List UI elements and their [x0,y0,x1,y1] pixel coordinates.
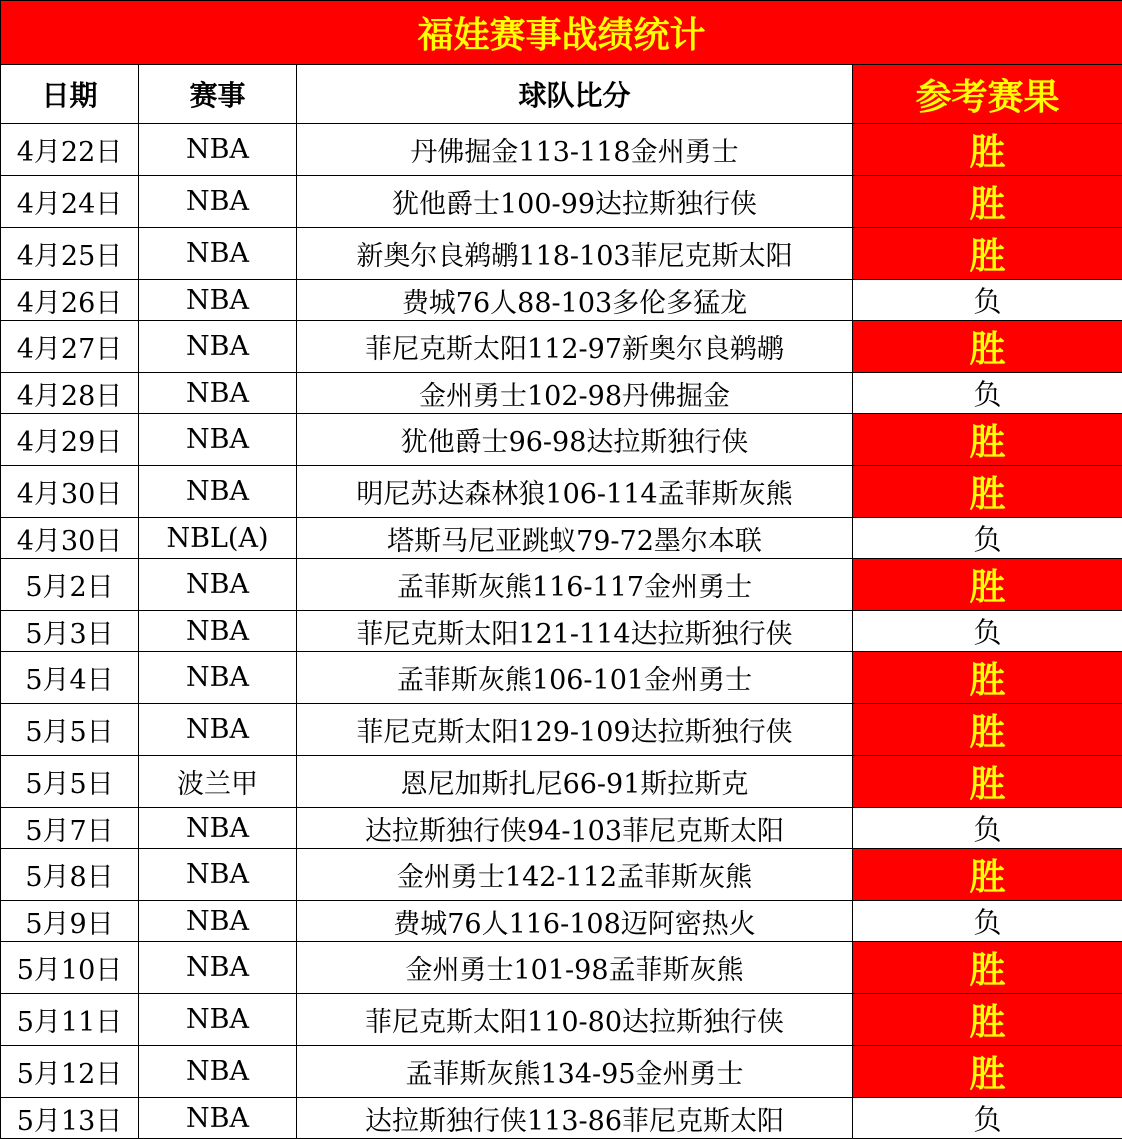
score-cell: 恩尼加斯扎尼66-91斯拉斯克 [297,756,853,808]
event-cell: NBL(A) [139,518,297,559]
table-body [1,124,1122,1139]
date-cell: 5月13日 [1,1098,139,1139]
header-row [1,65,1122,124]
table-row [1,518,1122,559]
score-cell: 孟菲斯灰熊106-101金州勇士 [297,652,853,704]
event-cell: NBA [139,1046,297,1098]
event-cell: NBA [139,280,297,321]
event-cell: NBA [139,994,297,1046]
table-row [1,704,1122,756]
title-row [1,1,1122,65]
score-cell: 金州勇士102-98丹佛掘金 [297,373,853,414]
event-cell: NBA [139,611,297,652]
table-row [1,652,1122,704]
score-cell: 明尼苏达森林狼106-114孟菲斯灰熊 [297,466,853,518]
table-row [1,994,1122,1046]
table-row [1,321,1122,373]
event-cell: NBA [139,124,297,176]
date-cell: 4月24日 [1,176,139,228]
event-cell: NBA [139,652,297,704]
score-cell: 塔斯马尼亚跳蚁79-72墨尔本联 [297,518,853,559]
table-row [1,611,1122,652]
result-cell: 负 [853,518,1122,559]
score-cell: 菲尼克斯太阳129-109达拉斯独行侠 [297,704,853,756]
event-cell: NBA [139,321,297,373]
table-row [1,280,1122,321]
date-cell: 4月30日 [1,466,139,518]
event-cell: NBA [139,466,297,518]
table-row [1,1046,1122,1098]
date-cell: 5月5日 [1,756,139,808]
result-cell: 负 [853,280,1122,321]
table-row [1,414,1122,466]
date-cell: 4月30日 [1,518,139,559]
result-cell: 胜 [853,559,1122,611]
event-cell: NBA [139,704,297,756]
table-row [1,124,1122,176]
table-row [1,466,1122,518]
table-row [1,942,1122,994]
result-cell: 负 [853,373,1122,414]
event-cell: NBA [139,849,297,901]
score-cell: 费城76人88-103多伦多猛龙 [297,280,853,321]
result-cell: 胜 [853,756,1122,808]
date-cell: 5月4日 [1,652,139,704]
score-cell: 费城76人116-108迈阿密热火 [297,901,853,942]
result-cell: 胜 [853,652,1122,704]
score-cell: 菲尼克斯太阳110-80达拉斯独行侠 [297,994,853,1046]
result-cell: 负 [853,808,1122,849]
result-cell: 负 [853,1098,1122,1139]
score-cell: 犹他爵士96-98达拉斯独行侠 [297,414,853,466]
event-cell: NBA [139,901,297,942]
table-row [1,849,1122,901]
date-cell: 5月12日 [1,1046,139,1098]
table-row [1,228,1122,280]
score-cell: 孟菲斯灰熊134-95金州勇士 [297,1046,853,1098]
result-cell: 胜 [853,942,1122,994]
date-cell: 4月28日 [1,373,139,414]
result-cell: 负 [853,901,1122,942]
column-header-result: 参考赛果 [853,65,1122,124]
score-cell: 新奥尔良鹈鹕118-103菲尼克斯太阳 [297,228,853,280]
score-cell: 达拉斯独行侠94-103菲尼克斯太阳 [297,808,853,849]
score-cell: 菲尼克斯太阳121-114达拉斯独行侠 [297,611,853,652]
result-cell: 胜 [853,176,1122,228]
table-row [1,559,1122,611]
date-cell: 5月5日 [1,704,139,756]
score-cell: 犹他爵士100-99达拉斯独行侠 [297,176,853,228]
score-cell: 金州勇士101-98孟菲斯灰熊 [297,942,853,994]
event-cell: NBA [139,414,297,466]
score-cell: 菲尼克斯太阳112-97新奥尔良鹈鹕 [297,321,853,373]
table-row [1,901,1122,942]
event-cell: 波兰甲 [139,756,297,808]
result-cell: 胜 [853,321,1122,373]
result-cell: 胜 [853,1046,1122,1098]
date-cell: 5月10日 [1,942,139,994]
score-cell: 孟菲斯灰熊116-117金州勇士 [297,559,853,611]
result-cell: 胜 [853,849,1122,901]
score-cell: 达拉斯独行侠113-86菲尼克斯太阳 [297,1098,853,1139]
event-cell: NBA [139,559,297,611]
result-cell: 胜 [853,704,1122,756]
column-header-score: 球队比分 [297,65,853,124]
date-cell: 4月27日 [1,321,139,373]
table-row [1,756,1122,808]
date-cell: 4月26日 [1,280,139,321]
table-row [1,176,1122,228]
date-cell: 4月25日 [1,228,139,280]
score-cell: 丹佛掘金113-118金州勇士 [297,124,853,176]
result-cell: 胜 [853,414,1122,466]
event-cell: NBA [139,228,297,280]
result-cell: 胜 [853,466,1122,518]
table-row [1,808,1122,849]
event-cell: NBA [139,1098,297,1139]
event-cell: NBA [139,808,297,849]
date-cell: 5月3日 [1,611,139,652]
date-cell: 5月7日 [1,808,139,849]
date-cell: 4月29日 [1,414,139,466]
date-cell: 5月11日 [1,994,139,1046]
result-cell: 胜 [853,228,1122,280]
column-header-date: 日期 [1,65,139,124]
table-row [1,373,1122,414]
event-cell: NBA [139,176,297,228]
date-cell: 5月9日 [1,901,139,942]
table-title: 福娃赛事战绩统计 [1,1,1122,65]
date-cell: 5月8日 [1,849,139,901]
result-cell: 胜 [853,994,1122,1046]
table-row [1,1098,1122,1139]
event-cell: NBA [139,942,297,994]
date-cell: 5月2日 [1,559,139,611]
score-cell: 金州勇士142-112孟菲斯灰熊 [297,849,853,901]
event-cell: NBA [139,373,297,414]
column-header-event: 赛事 [139,65,297,124]
result-cell: 负 [853,611,1122,652]
result-cell: 胜 [853,124,1122,176]
date-cell: 4月22日 [1,124,139,176]
